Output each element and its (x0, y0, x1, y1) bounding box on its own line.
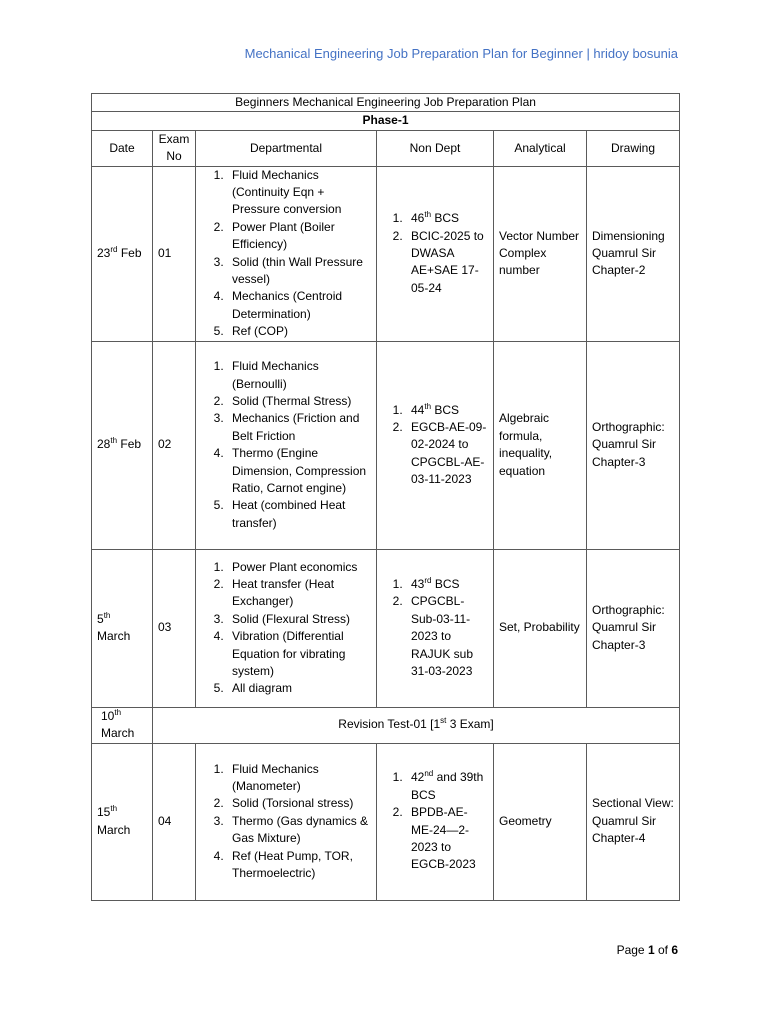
list-item: 4. Mechanics (Centroid Determination) (227, 288, 371, 323)
analytical-cell: Geometry (494, 743, 587, 900)
list-item: 4. Thermo (Engine Dimension, Compression Ratio, Carnot engine) (227, 445, 371, 497)
column-header-analytical: Analytical (494, 130, 587, 166)
column-header-non-dept: Non Dept (377, 130, 494, 166)
list-item: 4. Vibration (Differential Equation for vibrating system) (227, 628, 371, 680)
column-header-exam-no: Exam No (153, 130, 196, 166)
analytical-cell: Algebraic formula, inequality, equation (494, 341, 587, 549)
exam-no-cell: 02 (153, 341, 196, 549)
column-header-drawing: Drawing (587, 130, 680, 166)
list-item: 3. Thermo (Gas dynamics & Gas Mixture) (227, 813, 371, 848)
column-header-departmental: Departmental (196, 130, 377, 166)
list-item: 1. 42nd and 39th BCS (406, 769, 488, 804)
exam-no-cell: 01 (153, 166, 196, 341)
list-item: 1. 46th BCS (406, 210, 488, 227)
non-dept-cell (377, 743, 494, 900)
table-row (92, 341, 680, 549)
list-item: 2. BCIC-2025 to DWASA AE+SAE 17-05-24 (406, 228, 488, 298)
departmental-cell (196, 166, 377, 341)
exam-no-cell: 04 (153, 743, 196, 900)
date-cell: 5th March (92, 549, 153, 707)
list-item: 2. Heat transfer (Heat Exchanger) (227, 576, 371, 611)
phase-label: Phase-1 (92, 112, 680, 130)
list-item: 3. Mechanics (Friction and Belt Friction (227, 410, 371, 445)
date-cell: 15th March (92, 743, 153, 900)
phase-row (92, 112, 680, 130)
non-dept-cell (377, 166, 494, 341)
non-dept-cell (377, 341, 494, 549)
revision-text: Revision Test-01 [1st 3 Exam] (153, 707, 680, 743)
revision-row (92, 707, 680, 743)
date-cell: 28th Feb (92, 341, 153, 549)
list-item: 4. Ref (Heat Pump, TOR, Thermoelectric) (227, 848, 371, 883)
departmental-cell (196, 341, 377, 549)
non-dept-cell (377, 549, 494, 707)
page-header: Mechanical Engineering Job Preparation Plan for Beginner | hridoy bosunia (244, 46, 678, 61)
list-item: 1. Fluid Mechanics (Continuity Eqn + Pressure conversion (227, 167, 371, 219)
list-item: 5. All diagram (227, 680, 371, 697)
analytical-cell: Set, Probability (494, 549, 587, 707)
list-item: 5. Ref (COP) (227, 323, 371, 340)
departmental-cell (196, 549, 377, 707)
column-header-date: Date (92, 130, 153, 166)
drawing-cell: Orthographic: Quamrul Sir Chapter-3 (587, 549, 680, 707)
list-item: 3. Solid (Flexural Stress) (227, 611, 371, 628)
list-item: 5. Heat (combined Heat transfer) (227, 497, 371, 532)
list-item: 1. Fluid Mechanics (Bernoulli) (227, 358, 371, 393)
drawing-cell: Sectional View: Quamrul Sir Chapter-4 (587, 743, 680, 900)
list-item: 1. Power Plant economics (227, 559, 371, 576)
list-item: 1. 44th BCS (406, 402, 488, 419)
departmental-cell (196, 743, 377, 900)
list-item: 2. Power Plant (Boiler Efficiency) (227, 219, 371, 254)
date-cell: 23rd Feb (92, 166, 153, 341)
list-item: 2. Solid (Thermal Stress) (227, 393, 371, 410)
date-cell: 10th March (92, 707, 153, 743)
analytical-cell: Vector Number Complex number (494, 166, 587, 341)
table-title-row (92, 94, 680, 112)
exam-no-cell: 03 (153, 549, 196, 707)
list-item: 1. Fluid Mechanics (Manometer) (227, 761, 371, 796)
preparation-plan-table (91, 93, 680, 901)
list-item: 2. Solid (Torsional stress) (227, 795, 371, 812)
list-item: 2. BPDB-AE-ME-24—2-2023 to EGCB-2023 (406, 804, 488, 874)
list-item: 3. Solid (thin Wall Pressure vessel) (227, 254, 371, 289)
page-number: Page 1 of 6 (616, 943, 678, 957)
table-row (92, 549, 680, 707)
drawing-cell: Orthographic: Quamrul Sir Chapter-3 (587, 341, 680, 549)
drawing-cell: Dimensioning Quamrul Sir Chapter-2 (587, 166, 680, 341)
table-row (92, 166, 680, 341)
list-item: 1. 43rd BCS (406, 576, 488, 593)
column-header-row (92, 130, 680, 166)
table-row (92, 743, 680, 900)
list-item: 2. CPGCBL-Sub-03-11-2023 to RAJUK sub 31-03-2023 (406, 593, 488, 680)
list-item: 2. EGCB-AE-09-02-2024 to CPGCBL-AE-03-11-2023 (406, 419, 488, 489)
table-title: Beginners Mechanical Engineering Job Preparation Plan (92, 94, 680, 112)
